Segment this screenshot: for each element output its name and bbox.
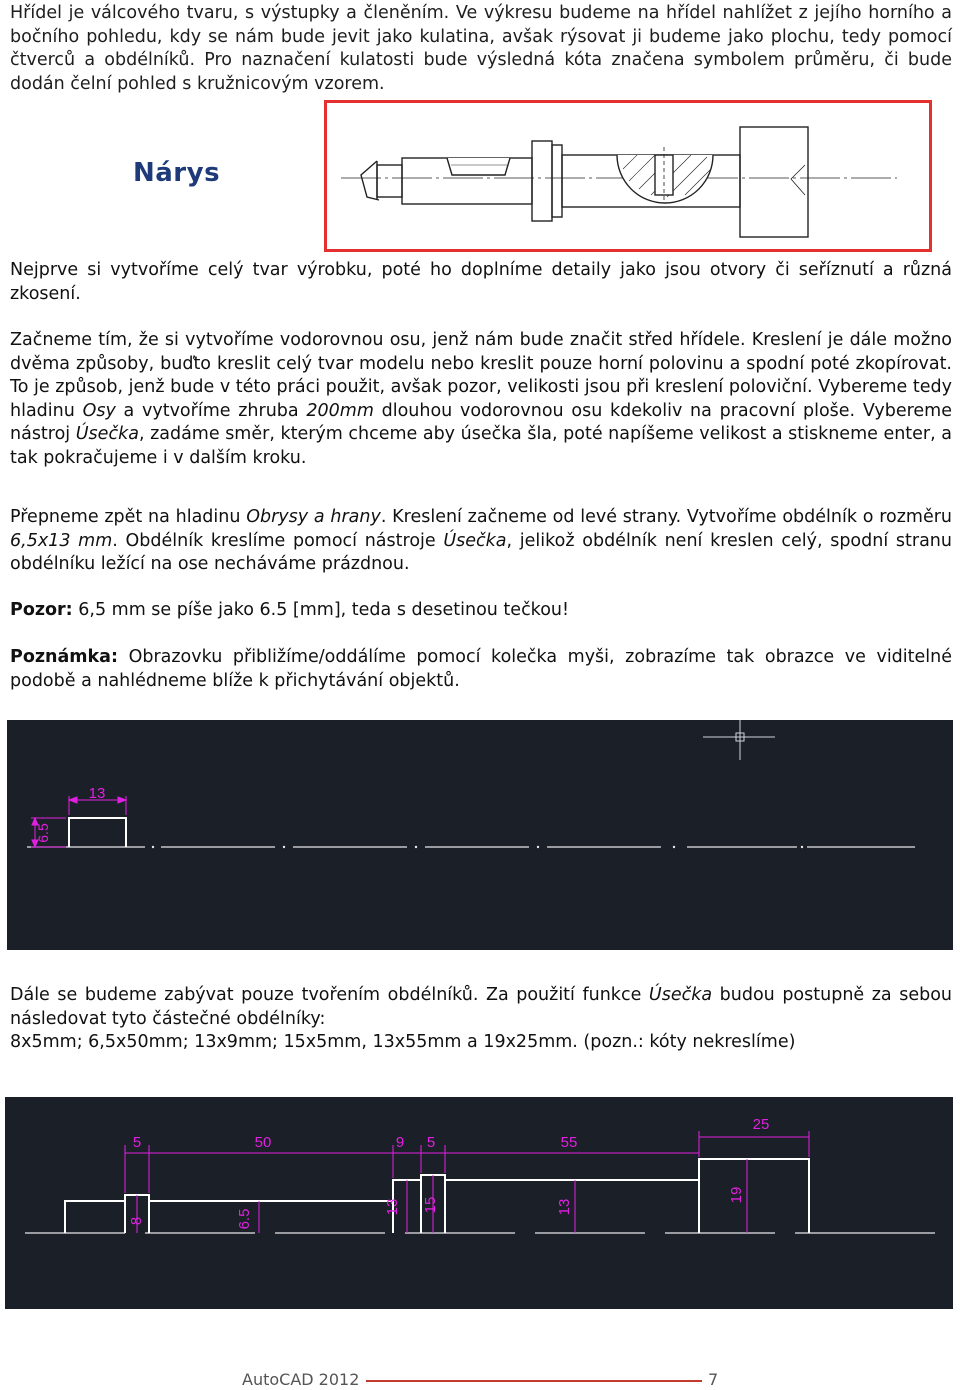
page-footer: [0, 1368, 960, 1390]
dim-height-1: 8: [128, 1216, 145, 1226]
footer-label: AutoCAD 2012: [242, 1370, 360, 1389]
cad-screenshot-first-rectangle: [7, 720, 953, 950]
narys-title: Nárys: [133, 158, 221, 188]
narys-figure: [324, 100, 932, 252]
shaft-drawing: [327, 103, 929, 249]
dim-height-3: 13: [384, 1198, 401, 1216]
remark-note: Poznámka: Obrazovku přibližíme/oddálíme pomocí kolečka myši, zobrazíme tak obrazce ve viditelné podobě a nahlédneme blíže k přichytávání objektů.: [10, 647, 952, 691]
intro-paragraph: Hřídel je válcového tvaru, s výstupky a členěním. Ve výkresu budeme na hřídel nahlížet z jejího horního a bočního pohledu, kdy se nám bude jevit jako kulatina, avšak rýsovat ji budeme jako plochu, tedy pomocí čtverců a obdélníků. Pro naznačení kulatosti bude výsledná kóta značena symbolem průměru, či bude dodán čelní pohled s kružnicovým vzorem.: [10, 3, 952, 94]
dim-width-1: 5: [132, 1134, 142, 1151]
footer-rule: [366, 1380, 702, 1382]
paragraph-axis: Začneme tím, že si vytvoříme vodorovnou osu, jenž nám bude značit střed hřídele. Kreslení je dále možno dvěma způsoby, buďto kreslit celý tvar modelu nebo kreslit pouze horní polovinu a spodní poté zkopírovat. To je způsob, jenž bude v této práci použit, avšak pozor, velikosti jsou při kreslení poloviční. Vybereme tedy hladinu Osy a vytvoříme zhruba 200mm dlouhou vodorovnou osu kdekoliv na pracovní ploše. Vybereme nástroj Úsečka, zadáme směr, kterým chceme aby úsečka šla, poté napíšeme velikost a stiskneme enter, a tak pokračujeme i v dalším kroku.: [10, 330, 952, 468]
cad-canvas-profile: [5, 1097, 953, 1309]
dim-height-5: 13: [556, 1198, 573, 1216]
dim-height-6: 19: [728, 1186, 745, 1204]
dim-width-4: 5: [426, 1134, 436, 1151]
dim-width-6: 25: [752, 1116, 770, 1133]
dim-height-2: 6.5: [236, 1208, 253, 1230]
dim-width-label: 13: [88, 785, 106, 802]
paragraph-outline: Nejprve si vytvoříme celý tvar výrobku, poté ho doplníme detaily jako jsou otvory či seříznutí a různá zkosení.: [10, 260, 952, 304]
page-number: 7: [708, 1370, 719, 1389]
dim-height-4: 15: [422, 1196, 439, 1214]
dim-height-label: 6.5: [35, 823, 51, 843]
dim-width-5: 55: [560, 1134, 578, 1151]
cad-canvas: [7, 720, 953, 950]
warning-note: Pozor: 6,5 mm se píše jako 6.5 [mm], teda s desetinou tečkou!: [10, 600, 570, 620]
paragraph-rectangles: Dále se budeme zabývat pouze tvořením obdélníků. Za použití funkce Úsečka budou postupně za sebou následovat tyto částečné obdélníky: 8x5mm; 6,5x50mm; 13x9mm; 15x5mm, 13x55mm a 19x25mm. (pozn.: kóty nekreslíme): [10, 985, 952, 1052]
dim-width-2: 50: [254, 1134, 272, 1151]
cad-screenshot-full-profile: [5, 1097, 953, 1309]
dim-width-3: 9: [395, 1134, 405, 1151]
paragraph-layer: Přepneme zpět na hladinu Obrysy a hrany. Kreslení začneme od levé strany. Vytvoříme obdélník o rozměru 6,5x13 mm. Obdélník kreslíme pomocí nástroje Úsečka, jelikož obdélník není kreslen celý, spodní stranu obdélníku ležící na ose necháváme prázdnou.: [10, 507, 952, 574]
